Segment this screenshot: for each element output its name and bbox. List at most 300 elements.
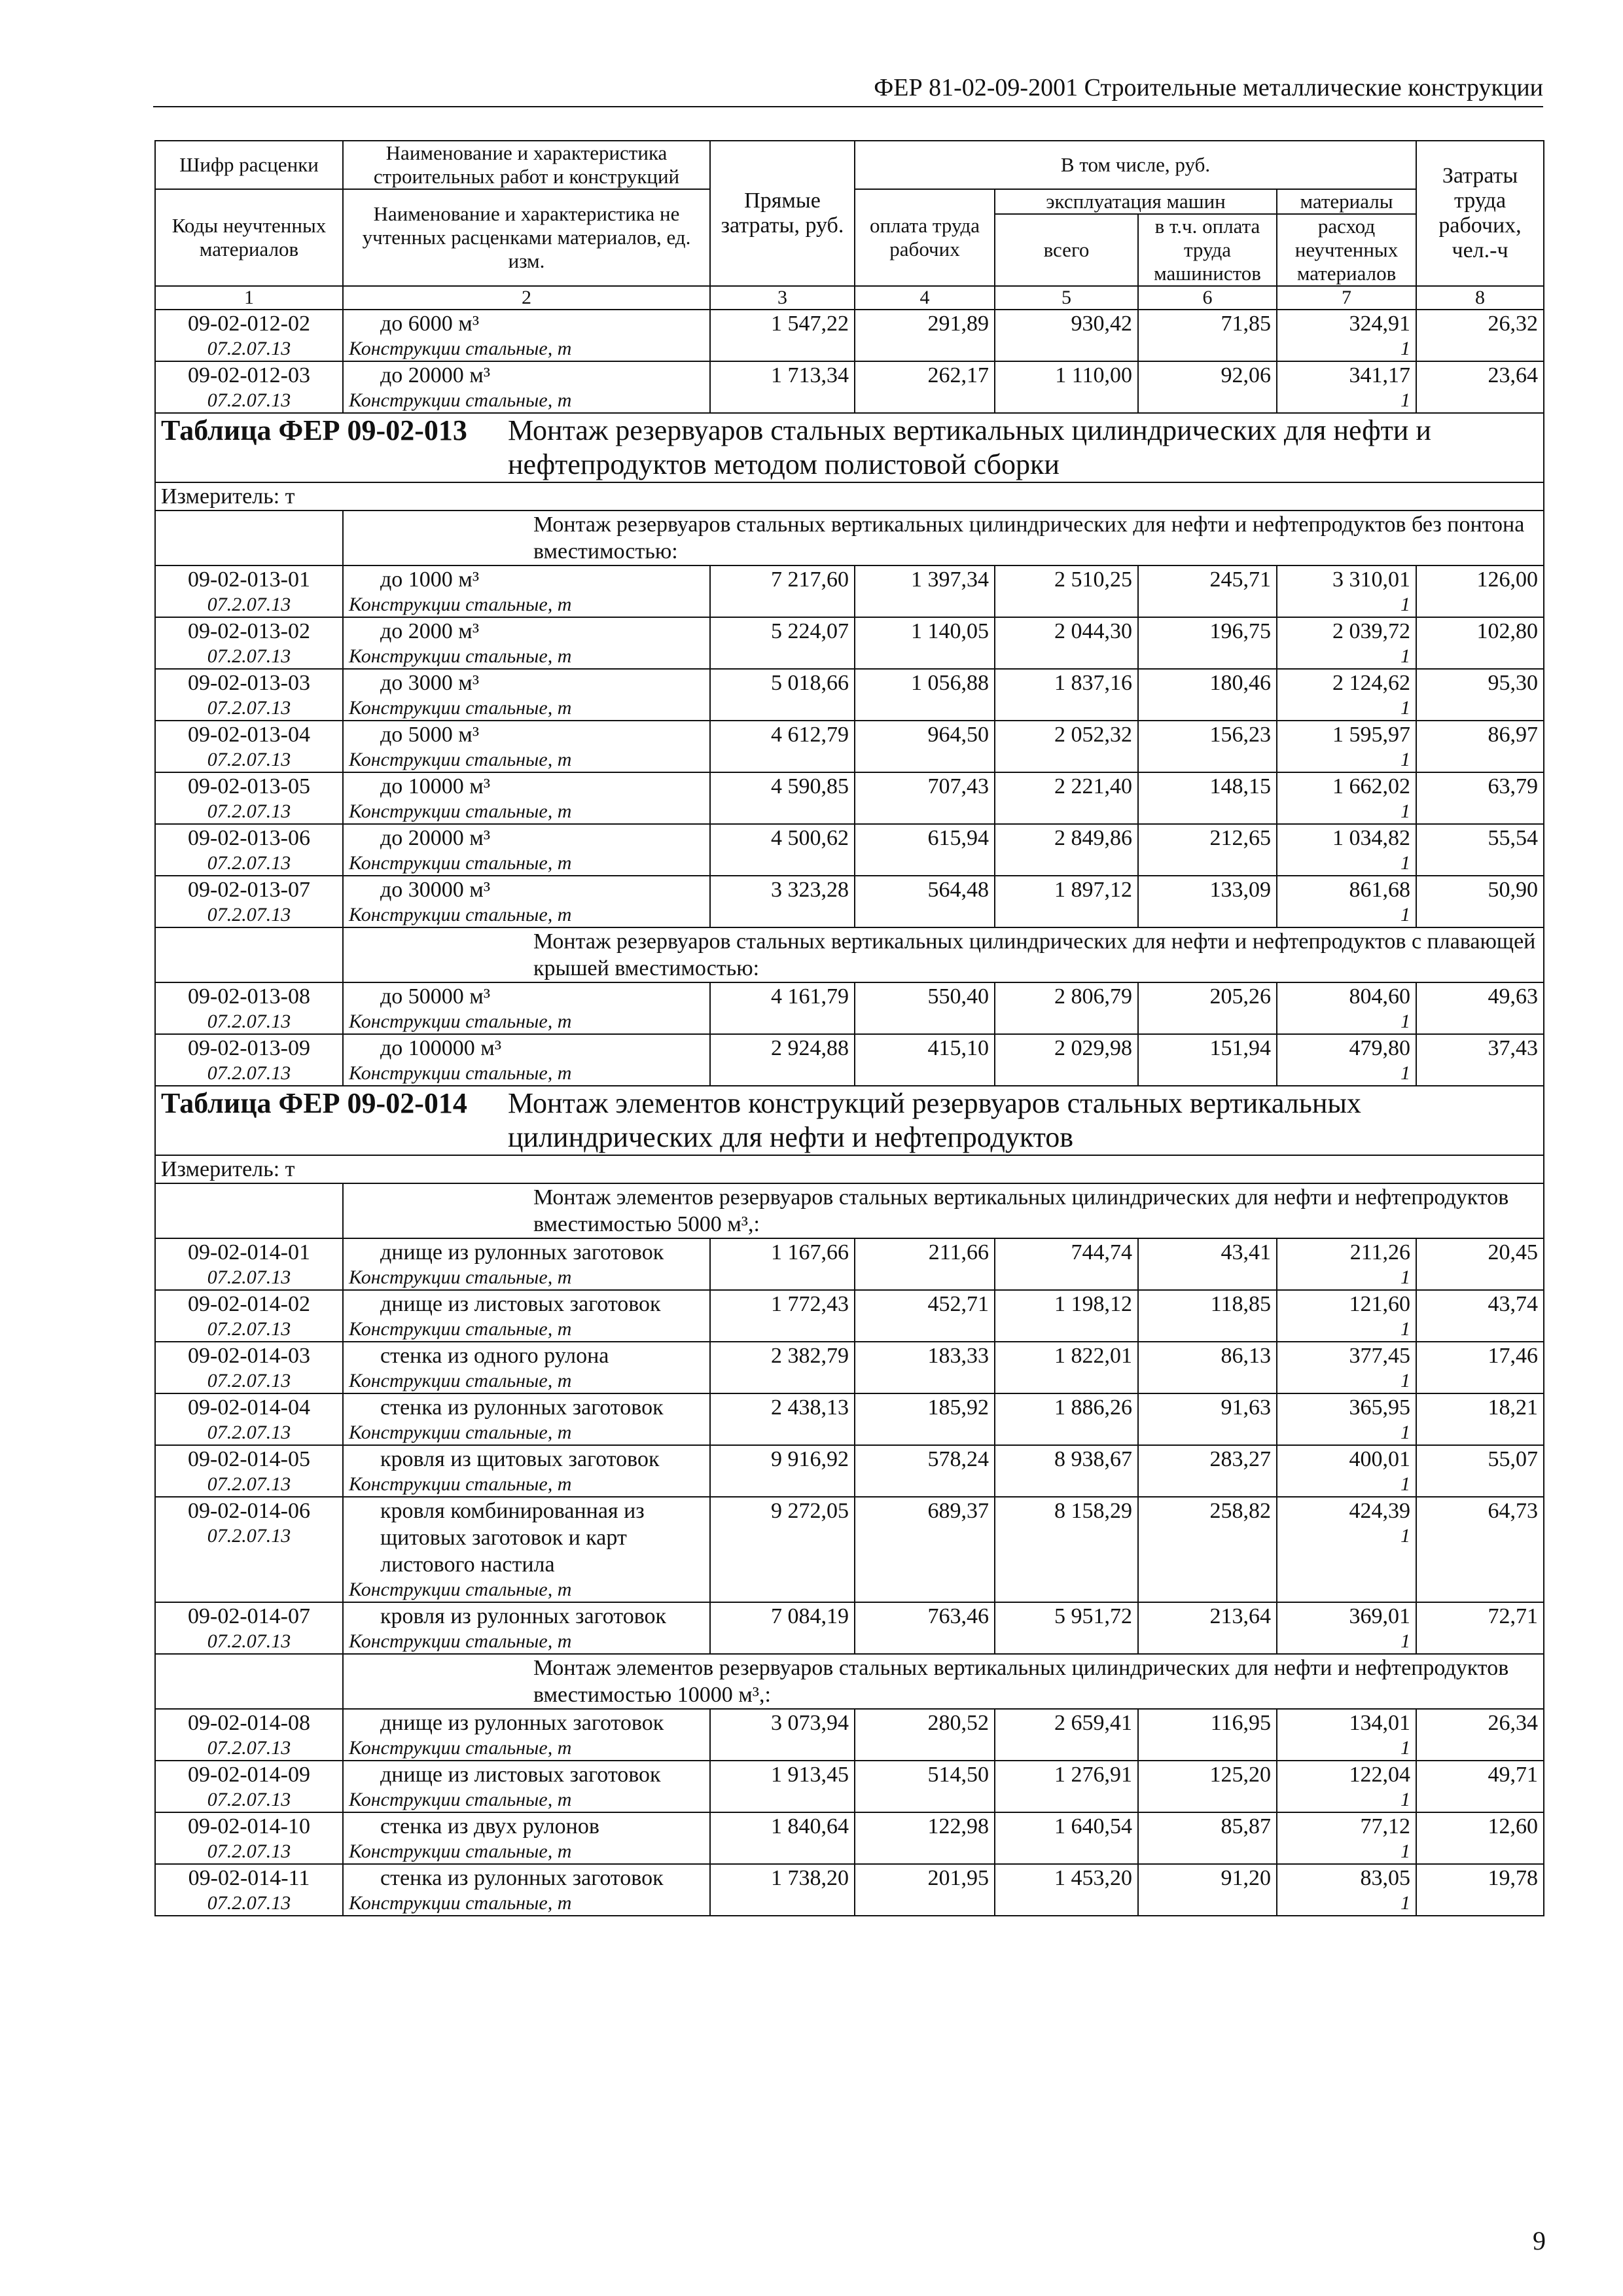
material-code: 07.2.07.13 <box>207 1840 291 1862</box>
wage-cost: 689,37 <box>855 1497 995 1602</box>
section-row <box>155 927 1544 982</box>
labor-cost: 63,79 <box>1416 772 1544 824</box>
material-qty: 1 <box>1400 1789 1411 1810</box>
material-qty: 1 <box>1400 1737 1411 1759</box>
rate-code: 09-02-013-07 <box>188 878 310 902</box>
work-name-cell <box>343 1497 710 1602</box>
wage-cost: 763,46 <box>855 1602 995 1654</box>
work-name-cell <box>343 565 710 617</box>
material-name: Конструкции стальные, т <box>349 904 572 925</box>
machine-total: 2 044,30 <box>995 617 1138 669</box>
machine-total: 744,74 <box>995 1238 1138 1290</box>
rate-code: 09-02-014-02 <box>188 1292 310 1316</box>
table-title: Монтаж элементов конструкций резервуаров стальных вертикальных цилиндрических для нефти и нефтепродуктов <box>508 1087 1361 1153</box>
wage-cost: 122,98 <box>855 1812 995 1864</box>
materials-cost: 1 034,82 <box>1332 826 1411 850</box>
materials-cost: 369,01 <box>1349 1604 1411 1628</box>
work-name: до 10000 м³ <box>380 774 491 798</box>
labor-cost: 12,60 <box>1416 1812 1544 1864</box>
material-code: 07.2.07.13 <box>207 1011 291 1032</box>
material-name: Конструкции стальные, т <box>349 1892 572 1914</box>
machine-total: 2 029,98 <box>995 1034 1138 1086</box>
material-code: 07.2.07.13 <box>207 749 291 770</box>
materials-cell <box>1277 721 1416 772</box>
material-qty: 1 <box>1400 1370 1411 1391</box>
machine-total: 2 849,86 <box>995 824 1138 876</box>
labor-cost: 49,63 <box>1416 982 1544 1034</box>
direct-cost: 4 590,85 <box>710 772 855 824</box>
direct-cost: 1 738,20 <box>710 1864 855 1916</box>
direct-cost: 1 840,64 <box>710 1812 855 1864</box>
materials-cost: 424,39 <box>1349 1499 1411 1523</box>
section-title: Монтаж элементов резервуаров стальных вертикальных цилиндрических для нефти и нефтепродуктов вместимостью 5000 м³,: <box>343 1183 1544 1238</box>
materials-cost: 400,01 <box>1349 1447 1411 1471</box>
direct-cost: 2 924,88 <box>710 1034 855 1086</box>
machine-total: 2 659,41 <box>995 1709 1138 1761</box>
labor-cost: 86,97 <box>1416 721 1544 772</box>
rate-code: 09-02-014-10 <box>188 1814 310 1839</box>
wage-cost: 564,48 <box>855 876 995 927</box>
material-name: Конструкции стальные, т <box>349 1579 572 1600</box>
rate-code-cell <box>155 669 343 721</box>
rate-code-cell <box>155 982 343 1034</box>
table-row <box>155 772 1544 824</box>
material-qty: 1 <box>1400 594 1411 615</box>
labor-cost: 126,00 <box>1416 565 1544 617</box>
material-code: 07.2.07.13 <box>207 1422 291 1443</box>
direct-cost: 1 772,43 <box>710 1290 855 1342</box>
rate-code: 09-02-013-03 <box>188 671 310 695</box>
work-name-cell <box>343 1761 710 1812</box>
work-name: до 2000 м³ <box>380 619 480 643</box>
work-name: стенка из рулонных заготовок <box>380 1395 664 1420</box>
rate-code-cell <box>155 1445 343 1497</box>
column-numbers: 1 2 3 4 5 6 7 8 <box>155 286 1544 310</box>
rate-code-cell <box>155 1393 343 1445</box>
direct-cost: 1 913,45 <box>710 1761 855 1812</box>
rate-code-cell <box>155 565 343 617</box>
materials-cost: 324,91 <box>1349 312 1411 336</box>
materials-cell <box>1277 669 1416 721</box>
labor-cost: 17,46 <box>1416 1342 1544 1393</box>
machine-wage: 116,95 <box>1138 1709 1277 1761</box>
material-name: Конструкции стальные, т <box>349 1422 572 1443</box>
rate-code: 09-02-014-07 <box>188 1604 310 1628</box>
table-row <box>155 1864 1544 1916</box>
table-title: Монтаж резервуаров стальных вертикальных цилиндрических для нефти и нефтепродуктов методом полистовой сборки <box>508 414 1431 480</box>
labor-cost: 37,43 <box>1416 1034 1544 1086</box>
machine-total: 8 938,67 <box>995 1445 1138 1497</box>
direct-cost: 1 547,22 <box>710 310 855 361</box>
machine-wage: 85,87 <box>1138 1812 1277 1864</box>
section-title: Монтаж резервуаров стальных вертикальных цилиндрических для нефти и нефтепродуктов без понтона вместимостью: <box>343 511 1544 565</box>
rate-code: 09-02-014-05 <box>188 1447 310 1471</box>
direct-cost: 1 713,34 <box>710 361 855 413</box>
machine-wage: 213,64 <box>1138 1602 1277 1654</box>
table-row <box>155 565 1544 617</box>
work-name-cell <box>343 310 710 361</box>
work-name-cell <box>343 982 710 1034</box>
machine-total: 1 198,12 <box>995 1290 1138 1342</box>
material-qty: 1 <box>1400 904 1411 925</box>
table-row <box>155 1497 1544 1602</box>
machine-wage: 148,15 <box>1138 772 1277 824</box>
materials-cost: 1 595,97 <box>1332 723 1411 747</box>
machine-wage: 91,20 <box>1138 1864 1277 1916</box>
material-qty: 1 <box>1400 852 1411 874</box>
material-code: 07.2.07.13 <box>207 1062 291 1084</box>
machine-total: 1 276,91 <box>995 1761 1138 1812</box>
wage-cost: 201,95 <box>855 1864 995 1916</box>
work-name-cell <box>343 669 710 721</box>
table-row <box>155 876 1544 927</box>
material-code: 07.2.07.13 <box>207 697 291 719</box>
table-row <box>155 1812 1544 1864</box>
wage-cost: 578,24 <box>855 1445 995 1497</box>
material-code: 07.2.07.13 <box>207 1892 291 1914</box>
material-code: 07.2.07.13 <box>207 645 291 667</box>
table-row <box>155 824 1544 876</box>
table-row <box>155 310 1544 361</box>
table-row <box>155 1393 1544 1445</box>
materials-cell <box>1277 772 1416 824</box>
labor-cost: 20,45 <box>1416 1238 1544 1290</box>
material-qty: 1 <box>1400 1266 1411 1288</box>
materials-cell <box>1277 1445 1416 1497</box>
table-label: Таблица ФЕР 09-02-013 <box>161 414 467 446</box>
rate-code-cell <box>155 1709 343 1761</box>
work-name-cell <box>343 1342 710 1393</box>
direct-cost: 3 073,94 <box>710 1709 855 1761</box>
materials-cell <box>1277 1864 1416 1916</box>
materials-cell <box>1277 982 1416 1034</box>
col-wage: оплата труда рабочих <box>855 189 995 286</box>
rate-code: 09-02-013-09 <box>188 1036 310 1060</box>
work-name-cell <box>343 361 710 413</box>
material-code: 07.2.07.13 <box>207 389 291 411</box>
work-name-cell <box>343 1812 710 1864</box>
rate-code: 09-02-013-04 <box>188 723 310 747</box>
table-row <box>155 1761 1544 1812</box>
work-name-cell <box>343 772 710 824</box>
labor-cost: 26,32 <box>1416 310 1544 361</box>
measure-row <box>155 1155 1544 1183</box>
col-materials: материалы <box>1277 189 1416 214</box>
direct-cost: 9 916,92 <box>710 1445 855 1497</box>
rate-code-cell <box>155 617 343 669</box>
section-row <box>155 1183 1544 1238</box>
wage-cost: 550,40 <box>855 982 995 1034</box>
direct-cost: 1 167,66 <box>710 1238 855 1290</box>
machine-wage: 156,23 <box>1138 721 1277 772</box>
material-qty: 1 <box>1400 800 1411 822</box>
machine-wage: 91,63 <box>1138 1393 1277 1445</box>
col-machines: эксплуатация машин <box>995 189 1277 214</box>
section-row <box>155 511 1544 565</box>
materials-cell <box>1277 1602 1416 1654</box>
direct-cost: 4 612,79 <box>710 721 855 772</box>
work-name: кровля из щитовых заготовок <box>380 1447 660 1471</box>
direct-cost: 2 438,13 <box>710 1393 855 1445</box>
direct-cost: 2 382,79 <box>710 1342 855 1393</box>
material-name: Конструкции стальные, т <box>349 697 572 719</box>
table-row <box>155 1709 1544 1761</box>
material-name: Конструкции стальные, т <box>349 1840 572 1862</box>
work-name-cell <box>343 1393 710 1445</box>
rate-code-cell <box>155 1342 343 1393</box>
machine-wage: 212,65 <box>1138 824 1277 876</box>
materials-cell <box>1277 1761 1416 1812</box>
table-row <box>155 721 1544 772</box>
direct-cost: 4 161,79 <box>710 982 855 1034</box>
work-name-cell <box>343 1290 710 1342</box>
work-name: стенка из двух рулонов <box>380 1814 599 1839</box>
table-body <box>155 310 1544 1916</box>
materials-cell <box>1277 1497 1416 1602</box>
machine-wage: 43,41 <box>1138 1238 1277 1290</box>
material-name: Конструкции стальные, т <box>349 1370 572 1391</box>
rate-code-cell <box>155 721 343 772</box>
rate-code: 09-02-012-02 <box>188 312 310 336</box>
work-name-cell <box>343 1709 710 1761</box>
materials-cost: 1 662,02 <box>1332 774 1411 798</box>
machine-total: 1 453,20 <box>995 1864 1138 1916</box>
rate-code: 09-02-014-04 <box>188 1395 310 1420</box>
material-name: Конструкции стальные, т <box>349 800 572 822</box>
material-name: Конструкции стальные, т <box>349 1737 572 1759</box>
material-code: 07.2.07.13 <box>207 852 291 874</box>
material-code: 07.2.07.13 <box>207 594 291 615</box>
rate-code-cell <box>155 772 343 824</box>
work-name: днище из рулонных заготовок <box>380 1240 664 1265</box>
materials-cell <box>1277 1342 1416 1393</box>
work-name: до 20000 м³ <box>380 363 491 387</box>
labor-cost: 64,73 <box>1416 1497 1544 1602</box>
rate-code: 09-02-013-08 <box>188 984 310 1009</box>
materials-cell <box>1277 361 1416 413</box>
rate-code-cell <box>155 824 343 876</box>
work-name: до 20000 м³ <box>380 826 491 850</box>
labor-cost: 55,54 <box>1416 824 1544 876</box>
table-row <box>155 1238 1544 1290</box>
materials-cell <box>1277 617 1416 669</box>
material-name: Конструкции стальные, т <box>349 852 572 874</box>
rate-code: 09-02-013-05 <box>188 774 310 798</box>
materials-cost: 377,45 <box>1349 1344 1411 1368</box>
direct-cost: 7 084,19 <box>710 1602 855 1654</box>
direct-cost: 9 272,05 <box>710 1497 855 1602</box>
wage-cost: 415,10 <box>855 1034 995 1086</box>
materials-cost: 121,60 <box>1349 1292 1411 1316</box>
materials-cost: 861,68 <box>1349 878 1411 902</box>
materials-cost: 77,12 <box>1360 1814 1411 1839</box>
material-name: Конструкции стальные, т <box>349 1318 572 1340</box>
machine-wage: 151,94 <box>1138 1034 1277 1086</box>
material-name: Конструкции стальные, т <box>349 389 572 411</box>
work-name: днище из рулонных заготовок <box>380 1711 664 1735</box>
price-table <box>154 140 1544 1916</box>
labor-cost: 26,34 <box>1416 1709 1544 1761</box>
rate-code-cell <box>155 1034 343 1086</box>
work-name: стенка из одного рулона <box>380 1344 609 1368</box>
wage-cost: 262,17 <box>855 361 995 413</box>
machine-total: 5 951,72 <box>995 1602 1138 1654</box>
labor-cost: 18,21 <box>1416 1393 1544 1445</box>
labor-cost: 102,80 <box>1416 617 1544 669</box>
materials-cost: 341,17 <box>1349 363 1411 387</box>
machine-wage: 125,20 <box>1138 1761 1277 1812</box>
wage-cost: 211,66 <box>855 1238 995 1290</box>
machine-wage: 118,85 <box>1138 1290 1277 1342</box>
rate-code: 09-02-014-09 <box>188 1763 310 1787</box>
table-row <box>155 1445 1544 1497</box>
materials-cost: 2 124,62 <box>1332 671 1411 695</box>
col-total: всего <box>995 214 1138 286</box>
col-incl: В том числе, руб. <box>855 141 1416 189</box>
rate-code-cell <box>155 310 343 361</box>
material-code: 07.2.07.13 <box>207 1318 291 1340</box>
materials-cost: 134,01 <box>1349 1711 1411 1735</box>
wage-cost: 280,52 <box>855 1709 995 1761</box>
rate-code: 09-02-013-02 <box>188 619 310 643</box>
work-name: до 3000 м³ <box>380 671 480 695</box>
materials-cell <box>1277 565 1416 617</box>
machine-total: 930,42 <box>995 310 1138 361</box>
rate-code: 09-02-012-03 <box>188 363 310 387</box>
col-code: Шифр расценки <box>155 141 343 189</box>
rate-code: 09-02-013-01 <box>188 567 310 592</box>
machine-wage: 258,82 <box>1138 1497 1277 1602</box>
machine-total: 2 806,79 <box>995 982 1138 1034</box>
machine-wage: 196,75 <box>1138 617 1277 669</box>
materials-cell <box>1277 1034 1416 1086</box>
machine-total: 1 897,12 <box>995 876 1138 927</box>
materials-cell <box>1277 1812 1416 1864</box>
rate-code: 09-02-014-01 <box>188 1240 310 1265</box>
work-name: кровля из рулонных заготовок <box>380 1604 667 1628</box>
material-qty: 1 <box>1400 1525 1411 1547</box>
col-mat-usage: расход неучтенных материалов <box>1277 214 1416 286</box>
machine-total: 1 822,01 <box>995 1342 1138 1393</box>
work-name-cell <box>343 1238 710 1290</box>
material-name: Конструкции стальные, т <box>349 1630 572 1652</box>
material-code: 07.2.07.13 <box>207 904 291 925</box>
material-code: 07.2.07.13 <box>207 1266 291 1288</box>
wage-cost: 291,89 <box>855 310 995 361</box>
work-name: до 5000 м³ <box>380 723 480 747</box>
materials-cost: 211,26 <box>1349 1240 1411 1265</box>
col-direct: Прямые затраты, руб. <box>710 141 855 286</box>
labor-cost: 49,71 <box>1416 1761 1544 1812</box>
material-name: Конструкции стальные, т <box>349 338 572 359</box>
material-name: Конструкции стальные, т <box>349 1473 572 1495</box>
machine-total: 1 110,00 <box>995 361 1138 413</box>
col-name: Наименование и характеристика строительных работ и конструкций <box>343 141 710 189</box>
material-qty: 1 <box>1400 1473 1411 1495</box>
material-qty: 1 <box>1400 1840 1411 1862</box>
work-name-cell <box>343 1602 710 1654</box>
materials-cell <box>1277 1709 1416 1761</box>
direct-cost: 5 224,07 <box>710 617 855 669</box>
wage-cost: 707,43 <box>855 772 995 824</box>
col-name-mat: Наименование и характеристика не учтенных расценками материалов, ед. изм. <box>343 189 710 286</box>
work-name: стенка из рулонных заготовок <box>380 1866 664 1890</box>
material-code: 07.2.07.13 <box>207 1789 291 1810</box>
machine-total: 2 510,25 <box>995 565 1138 617</box>
material-code: 07.2.07.13 <box>207 1525 291 1547</box>
wage-cost: 1 397,34 <box>855 565 995 617</box>
col-incl-wage: в т.ч. оплата труда машинистов <box>1138 214 1277 286</box>
materials-cost: 804,60 <box>1349 984 1411 1009</box>
materials-cost: 3 310,01 <box>1332 567 1411 592</box>
machine-total: 2 221,40 <box>995 772 1138 824</box>
measure-unit: Измеритель: т <box>155 482 1544 511</box>
rate-code-cell <box>155 1497 343 1602</box>
work-name-cell <box>343 617 710 669</box>
materials-cell <box>1277 1238 1416 1290</box>
materials-cost: 83,05 <box>1360 1866 1411 1890</box>
measure-row <box>155 482 1544 511</box>
materials-cell <box>1277 1290 1416 1342</box>
table-row <box>155 361 1544 413</box>
machine-total: 1 837,16 <box>995 669 1138 721</box>
table-row <box>155 617 1544 669</box>
table-row <box>155 669 1544 721</box>
table-row <box>155 982 1544 1034</box>
table-header <box>155 141 1544 310</box>
labor-cost: 50,90 <box>1416 876 1544 927</box>
material-name: Конструкции стальные, т <box>349 1266 572 1288</box>
section-row <box>155 1654 1544 1709</box>
wage-cost: 185,92 <box>855 1393 995 1445</box>
machine-wage: 245,71 <box>1138 565 1277 617</box>
labor-cost: 19,78 <box>1416 1864 1544 1916</box>
material-name: Конструкции стальные, т <box>349 645 572 667</box>
material-code: 07.2.07.13 <box>207 1370 291 1391</box>
material-name: Конструкции стальные, т <box>349 1789 572 1810</box>
rate-code: 09-02-014-06 <box>188 1499 310 1523</box>
machine-total: 2 052,32 <box>995 721 1138 772</box>
materials-cost: 2 039,72 <box>1332 619 1411 643</box>
rate-code-cell <box>155 1812 343 1864</box>
labor-cost: 23,64 <box>1416 361 1544 413</box>
rate-code-cell <box>155 1864 343 1916</box>
work-name-cell <box>343 1034 710 1086</box>
material-qty: 1 <box>1400 697 1411 719</box>
direct-cost: 5 018,66 <box>710 669 855 721</box>
page-number: 9 <box>1533 2226 1546 2255</box>
material-qty: 1 <box>1400 1422 1411 1443</box>
table-row <box>155 1290 1544 1342</box>
work-name: до 100000 м³ <box>380 1036 502 1060</box>
wage-cost: 452,71 <box>855 1290 995 1342</box>
material-qty: 1 <box>1400 1011 1411 1032</box>
table-row <box>155 1602 1544 1654</box>
page-header: ФЕР 81-02-09-2001 Строительные металлические конструкции <box>153 73 1543 107</box>
materials-cell <box>1277 824 1416 876</box>
work-name-cell <box>343 721 710 772</box>
wage-cost: 615,94 <box>855 824 995 876</box>
material-code: 07.2.07.13 <box>207 1630 291 1652</box>
wage-cost: 1 056,88 <box>855 669 995 721</box>
material-name: Конструкции стальные, т <box>349 1062 572 1084</box>
table-label: Таблица ФЕР 09-02-014 <box>161 1087 467 1119</box>
materials-cost: 365,95 <box>1349 1395 1411 1420</box>
rate-code-cell <box>155 361 343 413</box>
rate-code-cell <box>155 1602 343 1654</box>
work-name: днище из листовых заготовок <box>380 1292 661 1316</box>
table-title-row <box>155 413 1544 482</box>
